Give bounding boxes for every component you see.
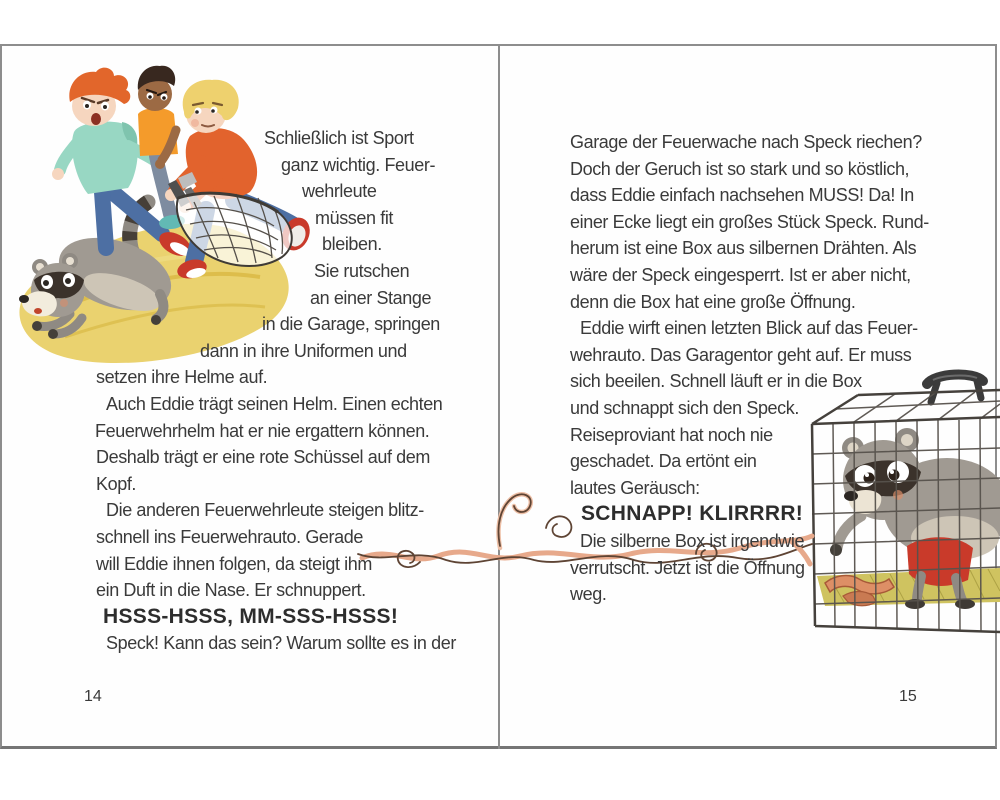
- text-line: HSSS-HSSS, MM-SSS-HSSS!: [103, 604, 399, 628]
- text-line: verrutscht. Jetzt ist die Öffnung: [570, 557, 805, 578]
- text-line: setzen ihre Helme auf.: [96, 367, 268, 388]
- text-line: SCHNAPP! KLIRRRR!: [581, 502, 804, 526]
- text-line: sich beeilen. Schnell läuft er in die Box: [570, 371, 862, 392]
- text-line: will Eddie ihnen folgen, da steigt ihm: [96, 553, 372, 574]
- text-line: Garage der Feuerwache nach Speck riechen?: [570, 132, 922, 152]
- text-line: Die anderen Feuerwehrleute steigen blitz-: [106, 500, 424, 521]
- text-line: wäre der Speck eingesperrt. Ist er aber nicht,: [570, 264, 911, 285]
- text-line: lautes Geräusch:: [570, 477, 700, 498]
- text-line: müssen fit: [315, 207, 394, 228]
- text-line: geschadet. Da ertönt ein: [570, 451, 757, 472]
- text-line: Doch der Geruch ist so stark und so köstlich,: [570, 158, 910, 179]
- text-line: Die silberne Box ist irgendwie: [580, 530, 805, 551]
- text-line: Reiseproviant hat noch nie: [570, 424, 773, 445]
- text-line: wehrleute: [302, 181, 377, 202]
- text-line: schnell ins Feuerwehrauto. Gerade: [96, 526, 363, 547]
- text-line: bleiben.: [322, 234, 382, 255]
- text-line: Feuerwehrhelm hat er nie ergattern können.: [95, 420, 430, 441]
- text-line: denn die Box hat eine große Öffnung.: [570, 291, 856, 312]
- page-number-left: 14: [84, 688, 102, 705]
- text-line: dass Eddie einfach nachsehen MUSS! Da! In: [570, 185, 914, 206]
- text-line: wehrauto. Das Garagentor geht auf. Er muss: [570, 344, 912, 365]
- text-line: einer Ecke liegt ein großes Stück Speck. Rund-: [570, 211, 929, 232]
- text-line: weg.: [570, 584, 607, 605]
- text-line: an einer Stange: [310, 287, 432, 308]
- text-line: Auch Eddie trägt seinen Helm. Einen echten: [106, 393, 443, 414]
- text-line: dann in ihre Uniformen und: [200, 340, 407, 361]
- text-line: Sie rutschen: [314, 260, 410, 281]
- page-15-text: [0, 129, 1000, 608]
- text-line: ein Duft in die Nase. Er schnuppert.: [96, 580, 366, 601]
- page-number-right: 15: [899, 688, 917, 705]
- text-line: Schließlich ist Sport: [264, 128, 414, 148]
- text-line: Eddie wirft einen letzten Blick auf das Feuer-: [580, 318, 918, 339]
- text-line: Kopf.: [96, 473, 137, 494]
- text-line: in die Garage, springen: [262, 314, 440, 335]
- text-line: Speck! Kann das sein? Warum sollte es in der: [106, 633, 456, 654]
- text-line: ganz wichtig. Feuer-: [281, 154, 436, 175]
- text-line: Deshalb trägt er eine rote Schüssel auf dem: [96, 447, 430, 468]
- text-line: herum ist eine Box aus silbernen Drähten. Als: [570, 238, 917, 259]
- text-line: und schnappt sich den Speck.: [570, 397, 799, 418]
